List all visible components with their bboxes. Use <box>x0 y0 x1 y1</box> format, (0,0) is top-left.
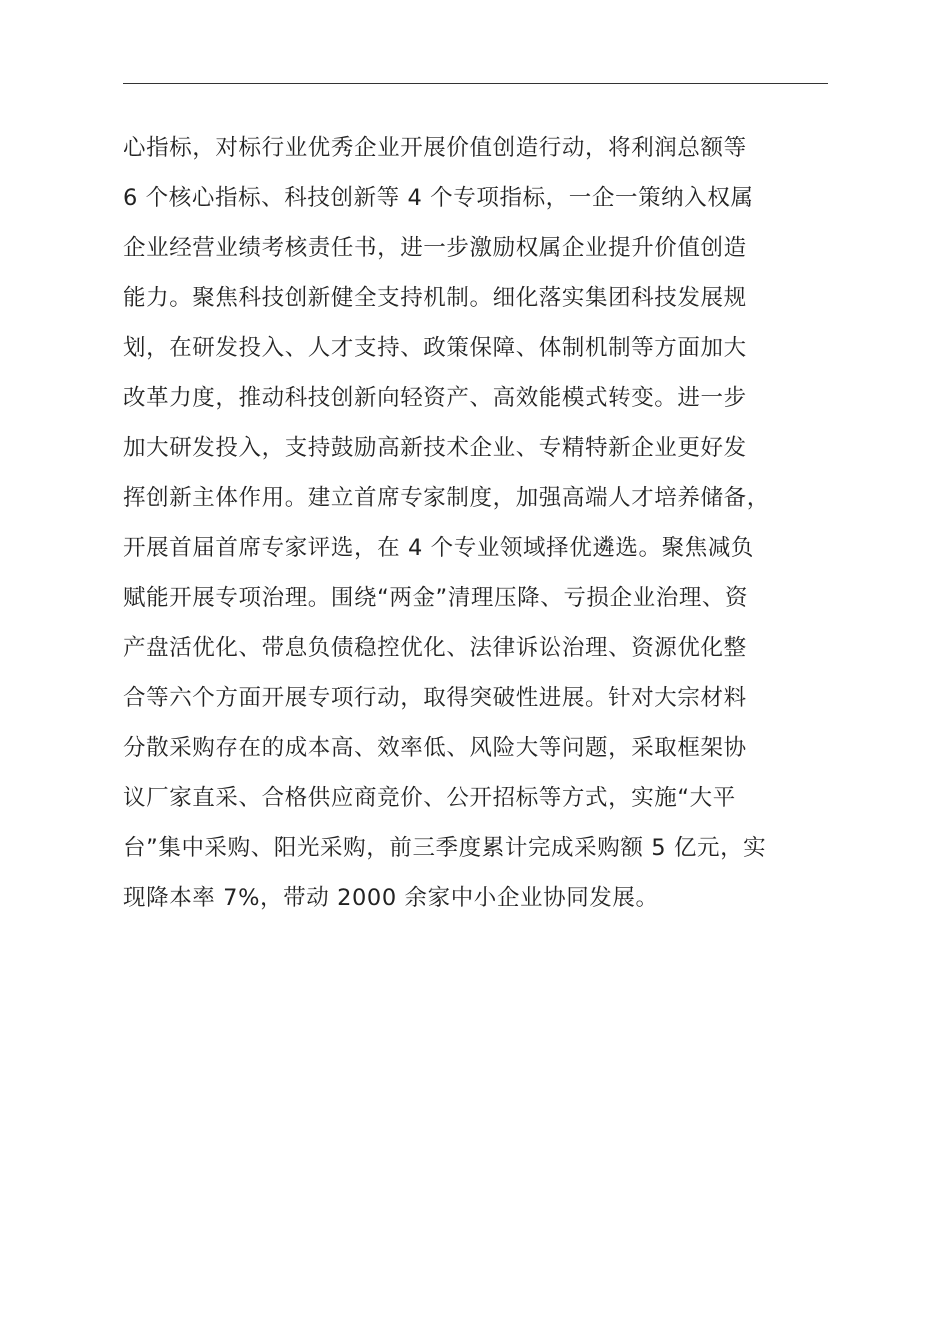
text-line: 合等六个方面开展专项行动，取得突破性进展。针对大宗材料 <box>123 685 747 711</box>
text-line: 现降本率 7%，带动 2000 余家中小企业协同发展。 <box>123 885 659 911</box>
text-line: 产盘活优化、带息负债稳控优化、法律诉讼治理、资源优化整 <box>123 635 747 661</box>
text-line: 议厂家直采、合格供应商竞价、公开招标等方式，实施“大平 <box>123 785 736 811</box>
body-paragraph <box>123 123 863 923</box>
text-line: 改革力度，推动科技创新向轻资产、高效能模式转变。进一步 <box>123 385 747 411</box>
text-line: 分散采购存在的成本高、效率低、风险大等问题，采取框架协 <box>123 735 747 761</box>
text-line: 划，在研发投入、人才支持、政策保障、体制机制等方面加大 <box>123 335 747 361</box>
header-rule <box>123 83 828 84</box>
text-line: 台”集中采购、阳光采购，前三季度累计完成采购额 5 亿元，实 <box>123 835 767 861</box>
text-line: 加大研发投入，支持鼓励高新技术企业、专精特新企业更好发 <box>123 435 747 461</box>
text-line: 心指标，对标行业优秀企业开展价值创造行动，将利润总额等 <box>123 135 747 161</box>
text-line: 6 个核心指标、科技创新等 4 个专项指标，一企一策纳入权属 <box>123 185 754 211</box>
text-line: 企业经营业绩考核责任书，进一步激励权属企业提升价值创造 <box>123 235 747 261</box>
text-line: 赋能开展专项治理。围绕“两金”清理压降、亏损企业治理、资 <box>123 585 749 611</box>
text-line: 挥创新主体作用。建立首席专家制度，加强高端人才培养储备， <box>123 485 770 511</box>
text-line: 开展首届首席专家评选，在 4 个专业领域择优遴选。聚焦减负 <box>123 535 755 561</box>
text-line: 能力。聚焦科技创新健全支持机制。细化落实集团科技发展规 <box>123 285 747 311</box>
